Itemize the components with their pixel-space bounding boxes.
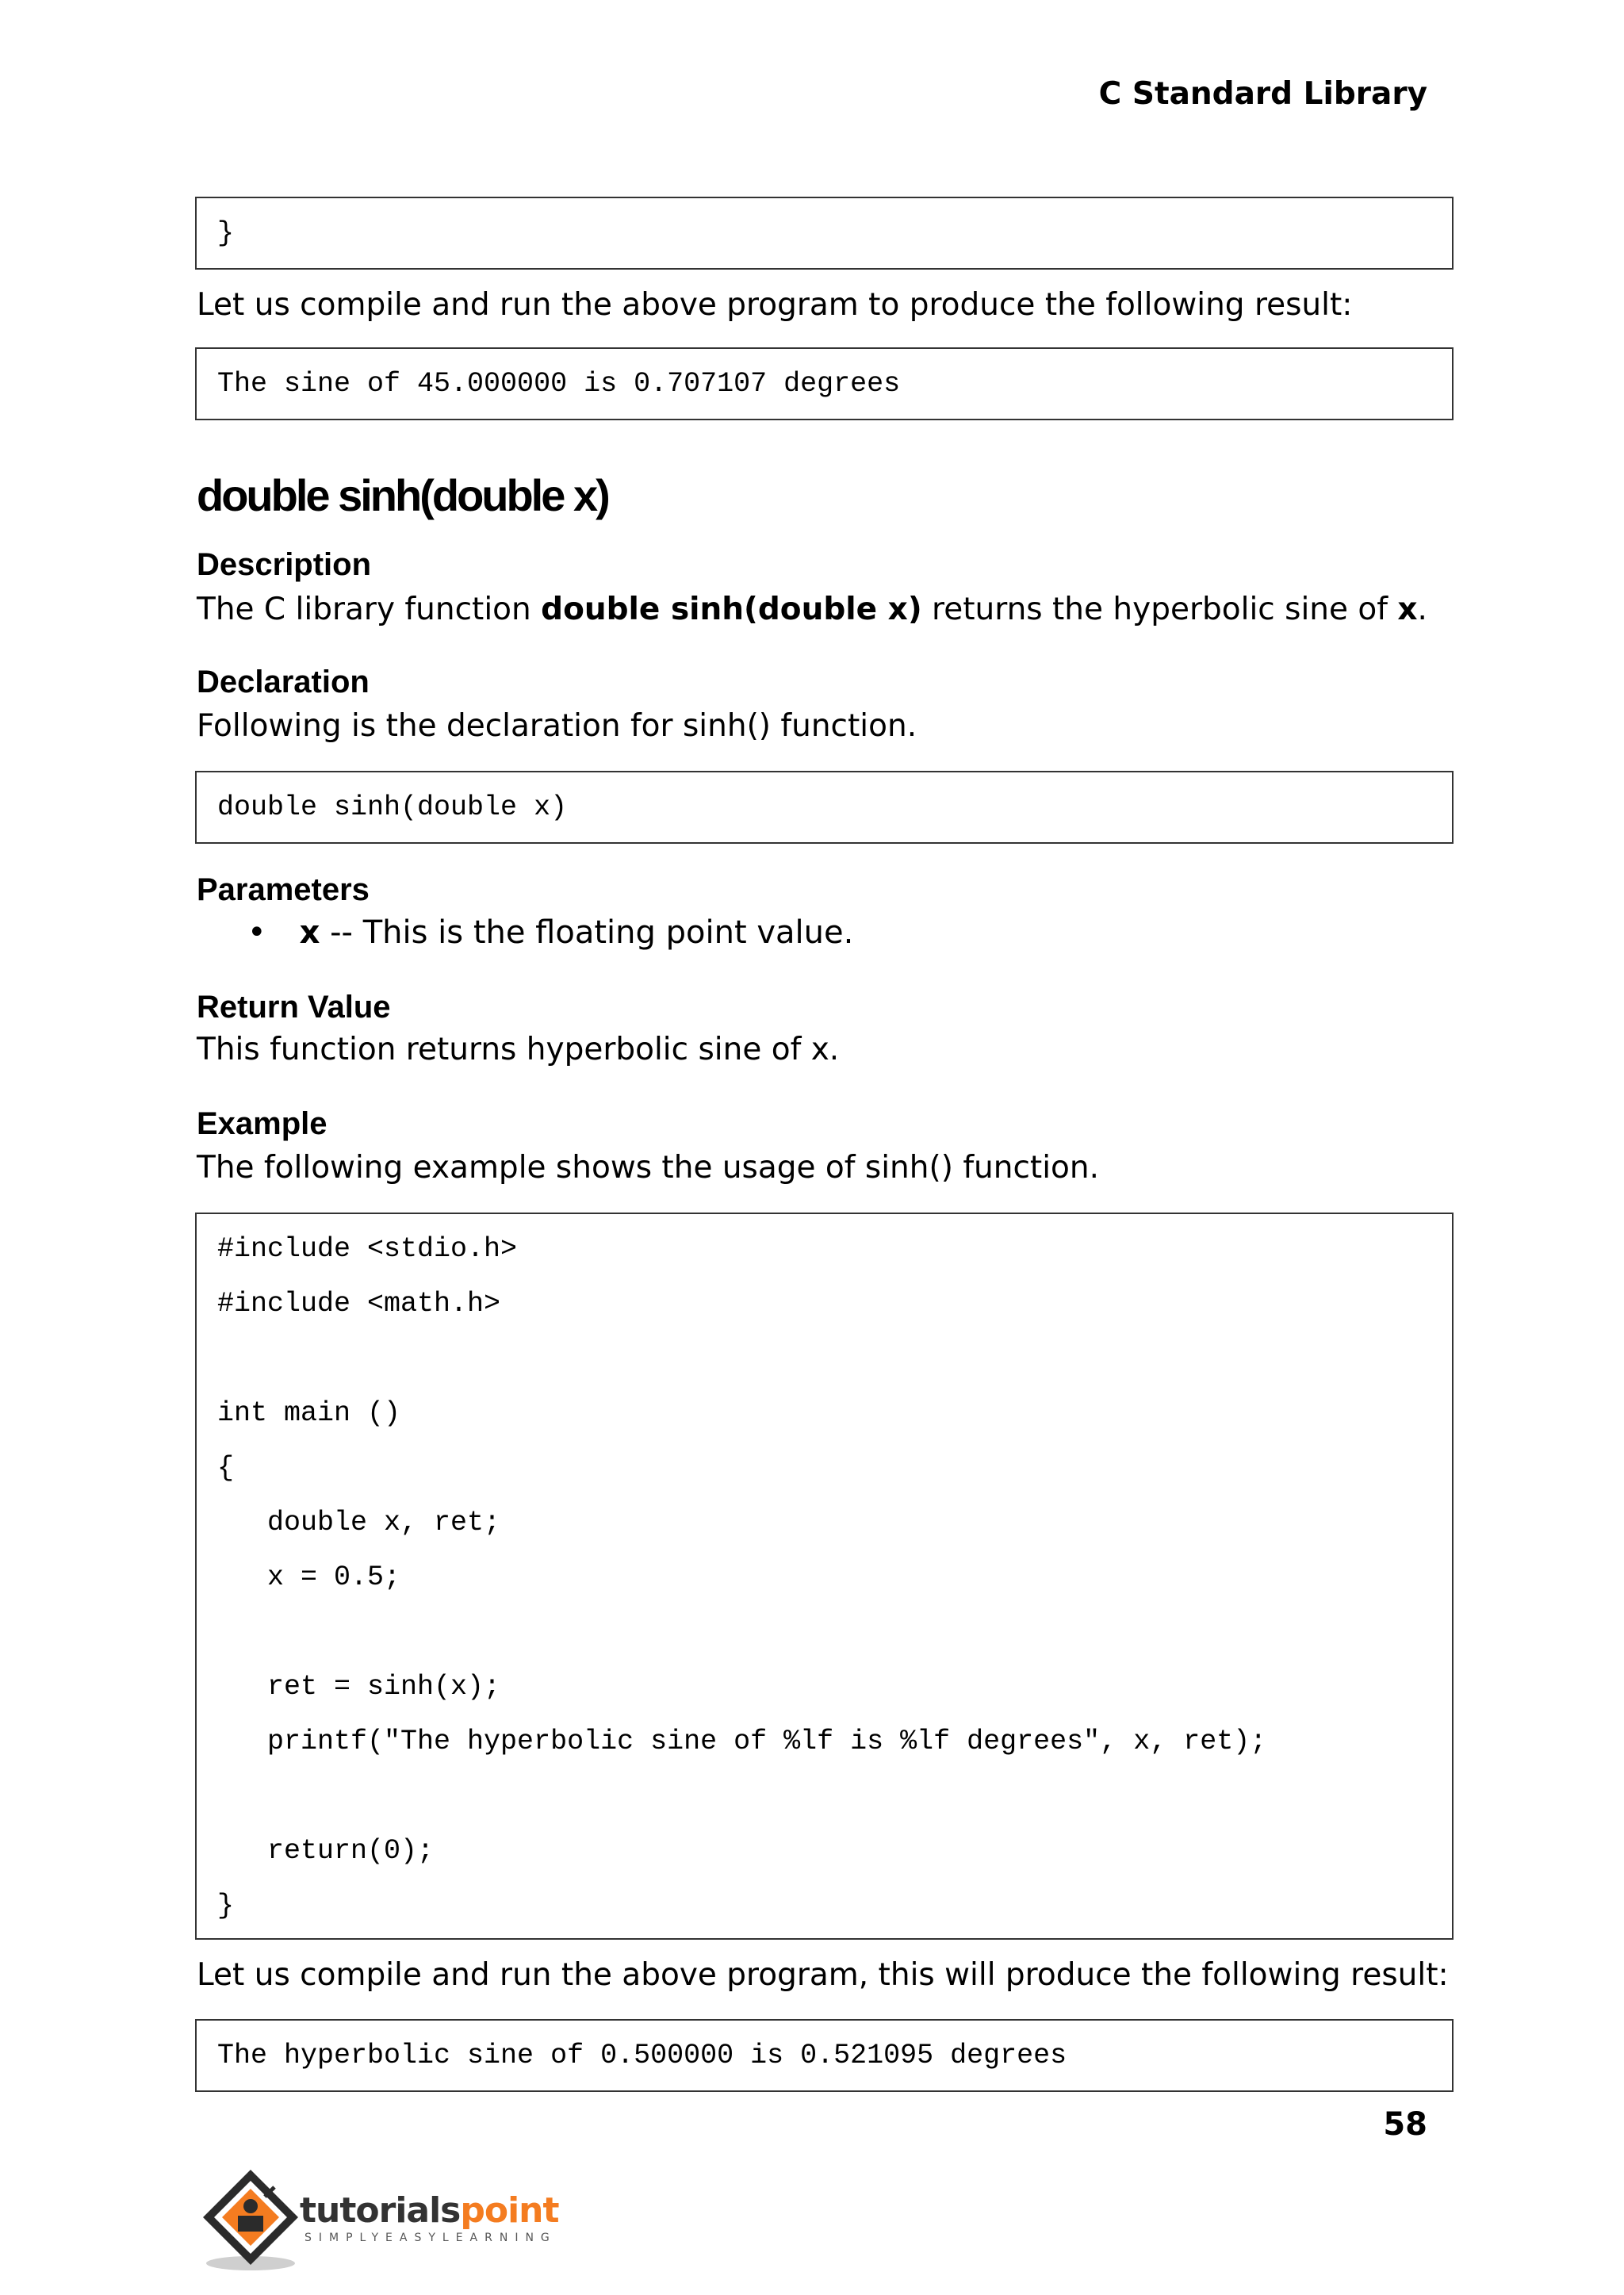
code-line: int main () xyxy=(217,1397,401,1429)
code-line xyxy=(217,1769,1452,1824)
code-line xyxy=(217,1605,1452,1660)
description-text-middle: returns the hyperbolic sine of xyxy=(921,592,1398,627)
logo-wordmark-part2: point xyxy=(460,2190,559,2231)
tutorialspoint-logo-icon xyxy=(195,2165,306,2276)
bullet-icon: • xyxy=(247,914,266,951)
code-line: double sinh(double x) xyxy=(217,791,568,823)
code-line: ret = sinh(x); xyxy=(217,1671,501,1703)
parameter-name: x xyxy=(299,914,320,951)
description-heading: Description xyxy=(197,547,372,582)
result-intro-2: Let us compile and run the above program, this will produce the following result: xyxy=(197,1957,1449,1993)
declaration-heading: Declaration xyxy=(197,665,370,699)
code-line xyxy=(217,1331,1452,1386)
logo-tagline: SIMPLYEASYLEARNING xyxy=(304,2232,557,2244)
header-title: C Standard Library xyxy=(1098,76,1427,112)
logo-wordmark-part1: tutorials xyxy=(300,2190,461,2231)
result-intro: Let us compile and run the above program to produce the following result: xyxy=(197,287,1353,323)
logo-wordmark xyxy=(300,2190,559,2231)
function-title: double sinh(double x) xyxy=(197,470,608,520)
example-code-box xyxy=(195,1213,1454,1940)
result-output-box xyxy=(195,347,1454,420)
result-output-box-2 xyxy=(195,2019,1454,2092)
description-param-name: x xyxy=(1397,592,1418,627)
declaration-text: Following is the declaration for sinh() function. xyxy=(197,708,917,744)
example-text: The following example shows the usage of sinh() function. xyxy=(197,1150,1100,1186)
code-line: #include <math.h> xyxy=(217,1288,501,1320)
code-line: #include <stdio.h> xyxy=(217,1233,518,1265)
code-line: The hyperbolic sine of 0.500000 is 0.521095 degrees xyxy=(217,2040,1067,2071)
code-line: } xyxy=(217,1890,235,1921)
code-line: { xyxy=(217,1452,235,1484)
code-line: } xyxy=(217,217,235,249)
description-text-end: . xyxy=(1417,592,1427,627)
description-function-name: double sinh(double x) xyxy=(541,592,922,627)
code-block-top xyxy=(195,197,1454,270)
example-heading: Example xyxy=(197,1106,327,1141)
return-value-text: This function returns hyperbolic sine of x. xyxy=(197,1032,840,1067)
code-line: double x, ret; xyxy=(217,1507,501,1538)
description-text xyxy=(197,592,1427,627)
parameter-list-item xyxy=(247,914,853,951)
code-line: The sine of 45.000000 is 0.707107 degrees xyxy=(217,368,901,400)
parameters-heading: Parameters xyxy=(197,872,370,907)
return-value-heading: Return Value xyxy=(197,990,391,1025)
description-text-start: The C library function xyxy=(197,592,542,627)
parameter-description: -- This is the floating point value. xyxy=(320,914,854,951)
declaration-code-box xyxy=(195,771,1454,844)
code-line: printf("The hyperbolic sine of %lf is %lf degrees", x, ret); xyxy=(217,1726,1267,1757)
code-line: x = 0.5; xyxy=(217,1561,401,1593)
page-number: 58 xyxy=(1383,2106,1427,2143)
code-line: return(0); xyxy=(217,1835,435,1867)
